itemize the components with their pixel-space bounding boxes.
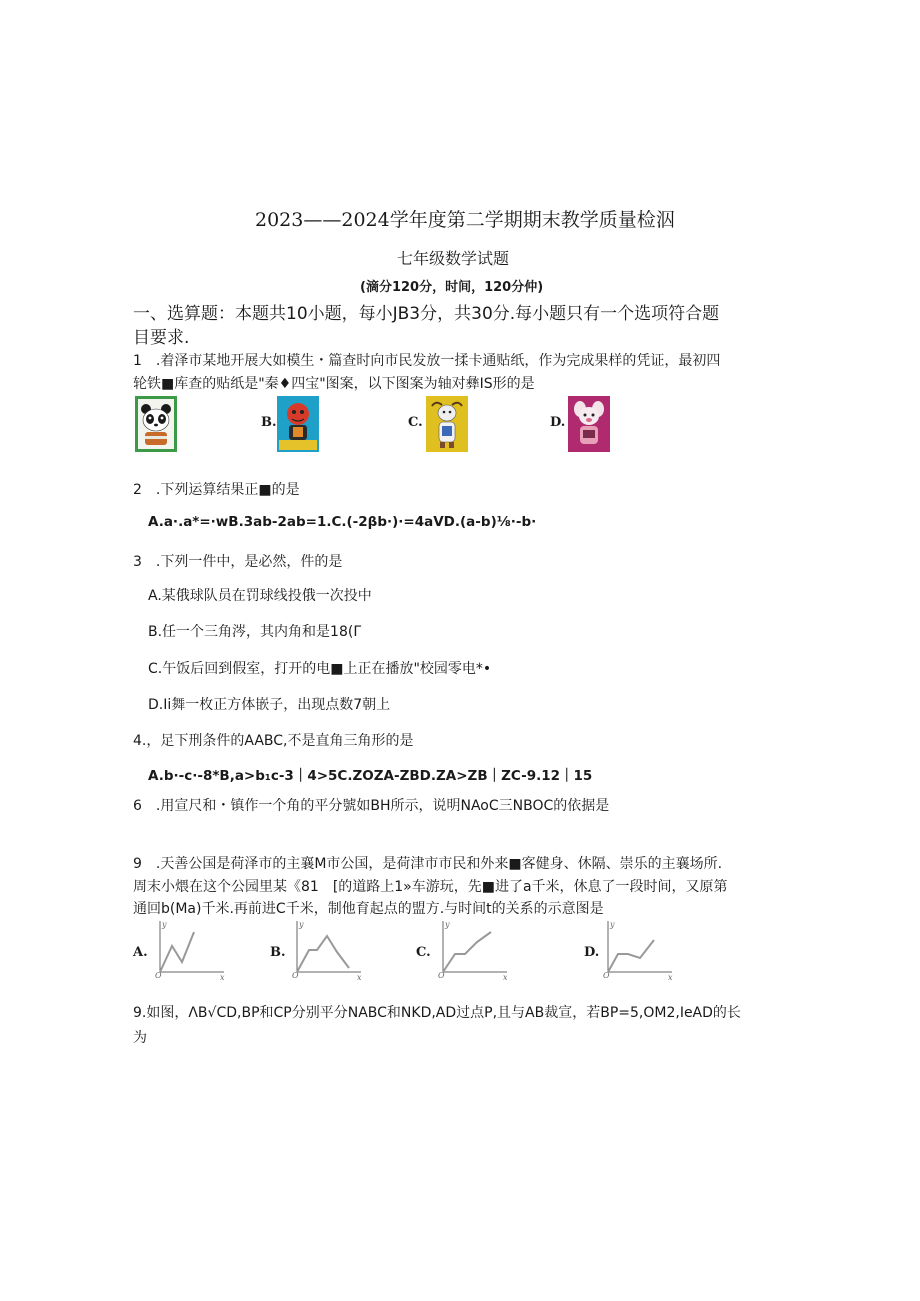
q9-d-y-axis-label: y [610, 920, 615, 929]
q9-a-y-axis-label: y [162, 920, 167, 929]
q4-options: A.b·-c·-8*B,a>b₁c-3｜4>5C.ZOZA-ZBD.ZA>ZB｜ZC-9.12｜15 [148, 768, 593, 784]
q1-line2: 轮铁■库查的贴纸是"秦♦四宝"图案，以下图案为轴对彝IS形的是 [133, 376, 535, 392]
q1-line1: 1 .着泽市某地开展大如模生・篇查时向市民发放一揉卡通贴纸，作为完成果样的凭证，最初四 [133, 353, 721, 369]
q9-a-origin: O [155, 971, 162, 980]
q9-c-origin: O [438, 971, 445, 980]
q1-option-b-image [277, 396, 319, 452]
q1-option-d-label: D. [550, 415, 566, 430]
q2-stem: 2 .下列运算结果正■的是 [133, 482, 300, 498]
q9-a-x-axis-label: x [220, 973, 225, 980]
q9-d-x-axis-label: x [668, 973, 673, 980]
section-heading-line2: 目要求. [133, 328, 190, 348]
q9-option-d-graph [598, 918, 676, 980]
q9-b-origin: O [292, 971, 299, 980]
q3-option-c: C.午饭后回到假室，打开的电■上正在播放"校园零电*• [148, 661, 492, 677]
q3-option-d: D.Ii舞一枚正方体嵌子，出现点数7朝上 [148, 697, 391, 713]
q9-option-d-label: D. [584, 945, 600, 960]
q9-option-a-label: A. [133, 945, 148, 960]
q9-d-origin: O [603, 971, 610, 980]
q6-stem: 6 .用宣尺和・镇作一个角的平分號如BH所示，说明NAoC三NBOC的依据是 [133, 798, 610, 814]
q1-option-a-panda-image [135, 396, 177, 452]
q9-option-a-graph [150, 918, 228, 980]
q2-options: A.a·.a*=·wB.3ab-2ab=1.C.(-2βb·)·=4aVD.(a-b)⅛·-b· [148, 514, 537, 530]
q9-line3: 通回b(Ma)千米.再前进C千米，制他育起点的盟方.与时间t的关系的示意图是 [133, 901, 604, 917]
q9-line2: 周末小煨在这个公园里某《81 [的道路上1»车游玩，先■进了a千米，休息了一段时间，又原第 [133, 879, 728, 895]
q9-c-y-axis-label: y [445, 920, 450, 929]
q9-c-x-axis-label: x [503, 973, 508, 980]
q1-option-c-image [426, 396, 468, 452]
q1-option-c-label: C. [408, 415, 423, 430]
q9-b-x-axis-label: x [357, 973, 362, 980]
q4-stem: 4.，足下刑条件的AABC,不是直角三角形的是 [133, 733, 414, 749]
exam-note: (滴分120分，时间，120分仲) [360, 280, 544, 295]
exam-subtitle: 七年级数学试题 [397, 249, 510, 268]
section-heading-line1: 一、选算题：本题共10小题，每小JB3分，共30分.每小题只有一个选项符合题 [133, 304, 720, 324]
q9-option-b-label: B. [270, 945, 286, 960]
q9-option-c-label: C. [416, 945, 431, 960]
q3-stem: 3 .下列一件中，是必然，件的是 [133, 554, 343, 570]
q3-option-a: A.某俄球队员在罚球线投俄一次投中 [148, 588, 372, 604]
q9-option-c-graph [433, 918, 511, 980]
exam-title: 2023——2024学年度第二学期期末教学质量检泅 [255, 209, 675, 231]
q3-option-b: B.任一个三角涔，其内角和是18(Γ [148, 624, 362, 640]
q9-option-b-graph [287, 918, 365, 980]
q9b-line2: 为 [133, 1030, 147, 1046]
q9-b-y-axis-label: y [299, 920, 304, 929]
q1-option-b-label: B. [261, 415, 277, 430]
q1-option-d-image [568, 396, 610, 452]
q9b-line1: 9.如图，ΛB√CD,BP和CP分别平分NABC和NKD,AD过点P,且与AB裁宣，若BP=5,OM2,IeAD的长 [133, 1005, 741, 1021]
q9-line1: 9 .天善公国是荷泽市的主襄M市公国，是荷津市市民和外来■客健身、休隔、崇乐的主襄场所. [133, 856, 723, 872]
